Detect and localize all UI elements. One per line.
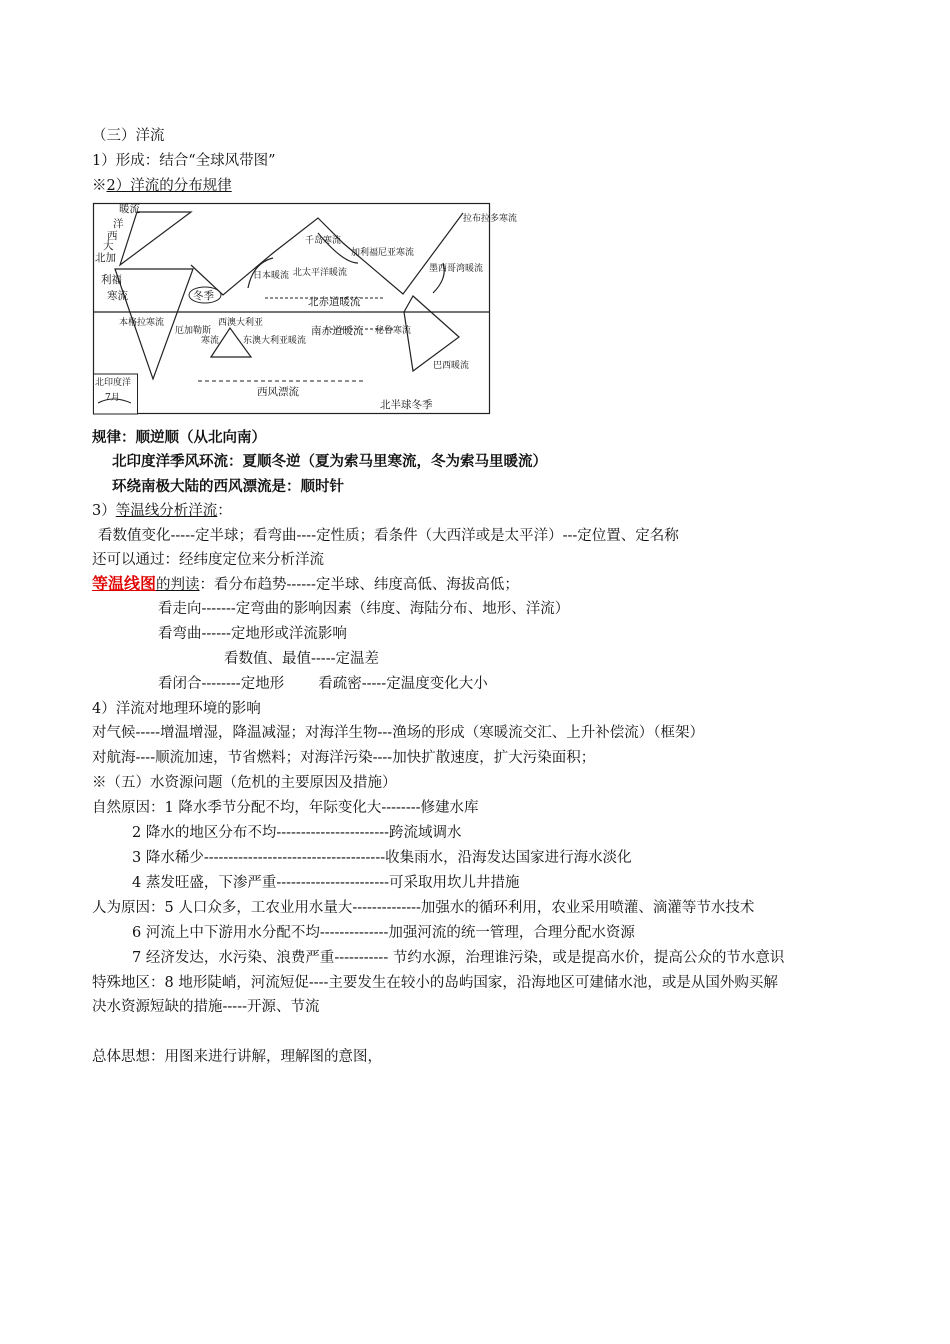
isotherm-reading: 等温线图的判读：看分布趋势------定半球、纬度高低、海拔高低； xyxy=(92,574,519,593)
water-solution: 决水资源短缺的措施-----开源、节流 xyxy=(92,999,320,1015)
label-inset-title: 北印度洋 xyxy=(95,378,132,388)
label-inset-month: 7月 xyxy=(105,393,120,403)
isotherm-direction: 看走向-------定弯曲的影响因素（纬度、海陆分布、地形、洋流） xyxy=(158,601,570,617)
label-bei-jia: 北加 xyxy=(95,252,116,264)
env-shipping: 对航海----顺流加速，节省燃料；对海洋污染----加快扩散速度，扩大污染面积； xyxy=(92,750,596,766)
ocean-currents-diagram xyxy=(93,203,518,414)
water-cause-1: 自然原因：1 降水季节分配不均，年际变化大--------修建水库 xyxy=(92,800,479,816)
water-cause-5: 人为原因：5 人口众多，工农业用水量大--------------加强水的循环利用，农业采用喷灌、滴灌等节水技术 xyxy=(92,900,755,916)
isotherm-line-1: 看数值变化-----定半球；看弯曲----定性质；看条件（大西洋或是太平洋）---定位置、定名称 xyxy=(98,528,679,544)
label-west-wind-drift: 西风漂流 xyxy=(257,386,299,398)
water-cause-4: 4 蒸发旺盛，下渗严重-----------------------可采取用坎儿井措施 xyxy=(132,875,520,891)
label-xi: 西 xyxy=(107,230,118,242)
label-winter: 冬季 xyxy=(193,290,214,302)
rule-west-wind: 环绕南极大陆的西风漂流是：顺时针 xyxy=(112,478,344,495)
label-cold-w: 寒流 xyxy=(201,336,220,346)
label-japan: 日本暖流 xyxy=(253,271,290,281)
label-yang: 洋 xyxy=(113,218,124,230)
rule-title: 规律：顺逆顺（从北向南） xyxy=(92,429,266,446)
isotherm-values: 看数值、最值-----定温差 xyxy=(224,651,379,667)
isotherm-heading: 3）等温线分析洋流： xyxy=(92,503,232,519)
label-warm-current-top: 暖流 xyxy=(119,203,140,215)
label-brazil: 巴西暖流 xyxy=(433,361,470,371)
water-heading: ※（五）水资源问题（危机的主要原因及措施） xyxy=(92,775,397,791)
isotherm-closure: 看闭合--------定地形 看疏密-----定温度变化大小 xyxy=(158,676,488,692)
label-north-equatorial: 北赤道暖流 xyxy=(308,296,361,308)
label-kuril: 千岛寒流 xyxy=(305,236,342,246)
isotherm-bend: 看弯曲------定地形或洋流影响 xyxy=(158,626,347,642)
label-da: 大 xyxy=(103,240,114,252)
label-west-australia: 西澳大利亚 xyxy=(218,318,264,328)
label-south-equatorial: 南赤道暖流 xyxy=(311,325,364,337)
env-heading: 4）洋流对地理环境的影响 xyxy=(92,701,261,717)
label-east-australia: 东澳大利亚暖流 xyxy=(243,336,307,346)
label-benguela: 本格拉寒流 xyxy=(119,318,165,328)
water-cause-6: 6 河流上中下游用水分配不均--------------加强河流的统一管理，合理分配水资源 xyxy=(132,925,635,941)
label-peru: 秘鲁寒流 xyxy=(375,326,412,336)
summary: 总体思想：用图来进行讲解，理解图的意图， xyxy=(92,1049,382,1065)
section-title: （三）洋流 xyxy=(92,128,165,144)
label-agulhas: 厄加勒斯 xyxy=(175,326,212,336)
distribution-heading: ※2）洋流的分布规律 xyxy=(92,178,232,194)
label-north-pacific: 北太平洋暖流 xyxy=(293,268,348,278)
isotherm-line-2: 还可以通过：经纬度定位来分析洋流 xyxy=(92,552,324,568)
label-nh-winter: 北半球冬季 xyxy=(380,399,433,411)
label-labrador: 拉布拉多寒流 xyxy=(463,214,518,224)
env-climate: 对气候-----增温增湿，降温减湿；对海洋生物---渔场的形成（寒暖流交汇、上升补偿流）（框架） xyxy=(92,725,704,741)
rule-indian-ocean: 北印度洋季风环流：夏顺冬逆（夏为索马里寒流，冬为索马里暖流） xyxy=(112,453,547,470)
label-california: 加利福尼亚寒流 xyxy=(351,248,415,258)
water-cause-8: 特殊地区：8 地形陡峭，河流短促----主要发生在较小的岛屿国家，沿海地区可建储水池，或是从国外购买解 xyxy=(92,975,778,991)
formation-line: 1）形成：结合“全球风带图” xyxy=(92,153,276,169)
water-cause-2: 2 降水的地区分布不均-----------------------跨流域调水 xyxy=(132,825,462,841)
water-cause-7: 7 经济发达，水污染、浪费严重----------- 节约水源，治理谁污染，或是提高水价，提高公众的节水意识 xyxy=(132,950,785,966)
label-li-fu: 利福 xyxy=(101,274,122,286)
water-cause-3: 3 降水稀少-------------------------------------收集雨水，沿海发达国家进行海水淡化 xyxy=(132,850,632,866)
label-cold-left: 寒流 xyxy=(107,290,128,302)
label-gulf-stream: 墨西哥湾暖流 xyxy=(429,264,484,274)
